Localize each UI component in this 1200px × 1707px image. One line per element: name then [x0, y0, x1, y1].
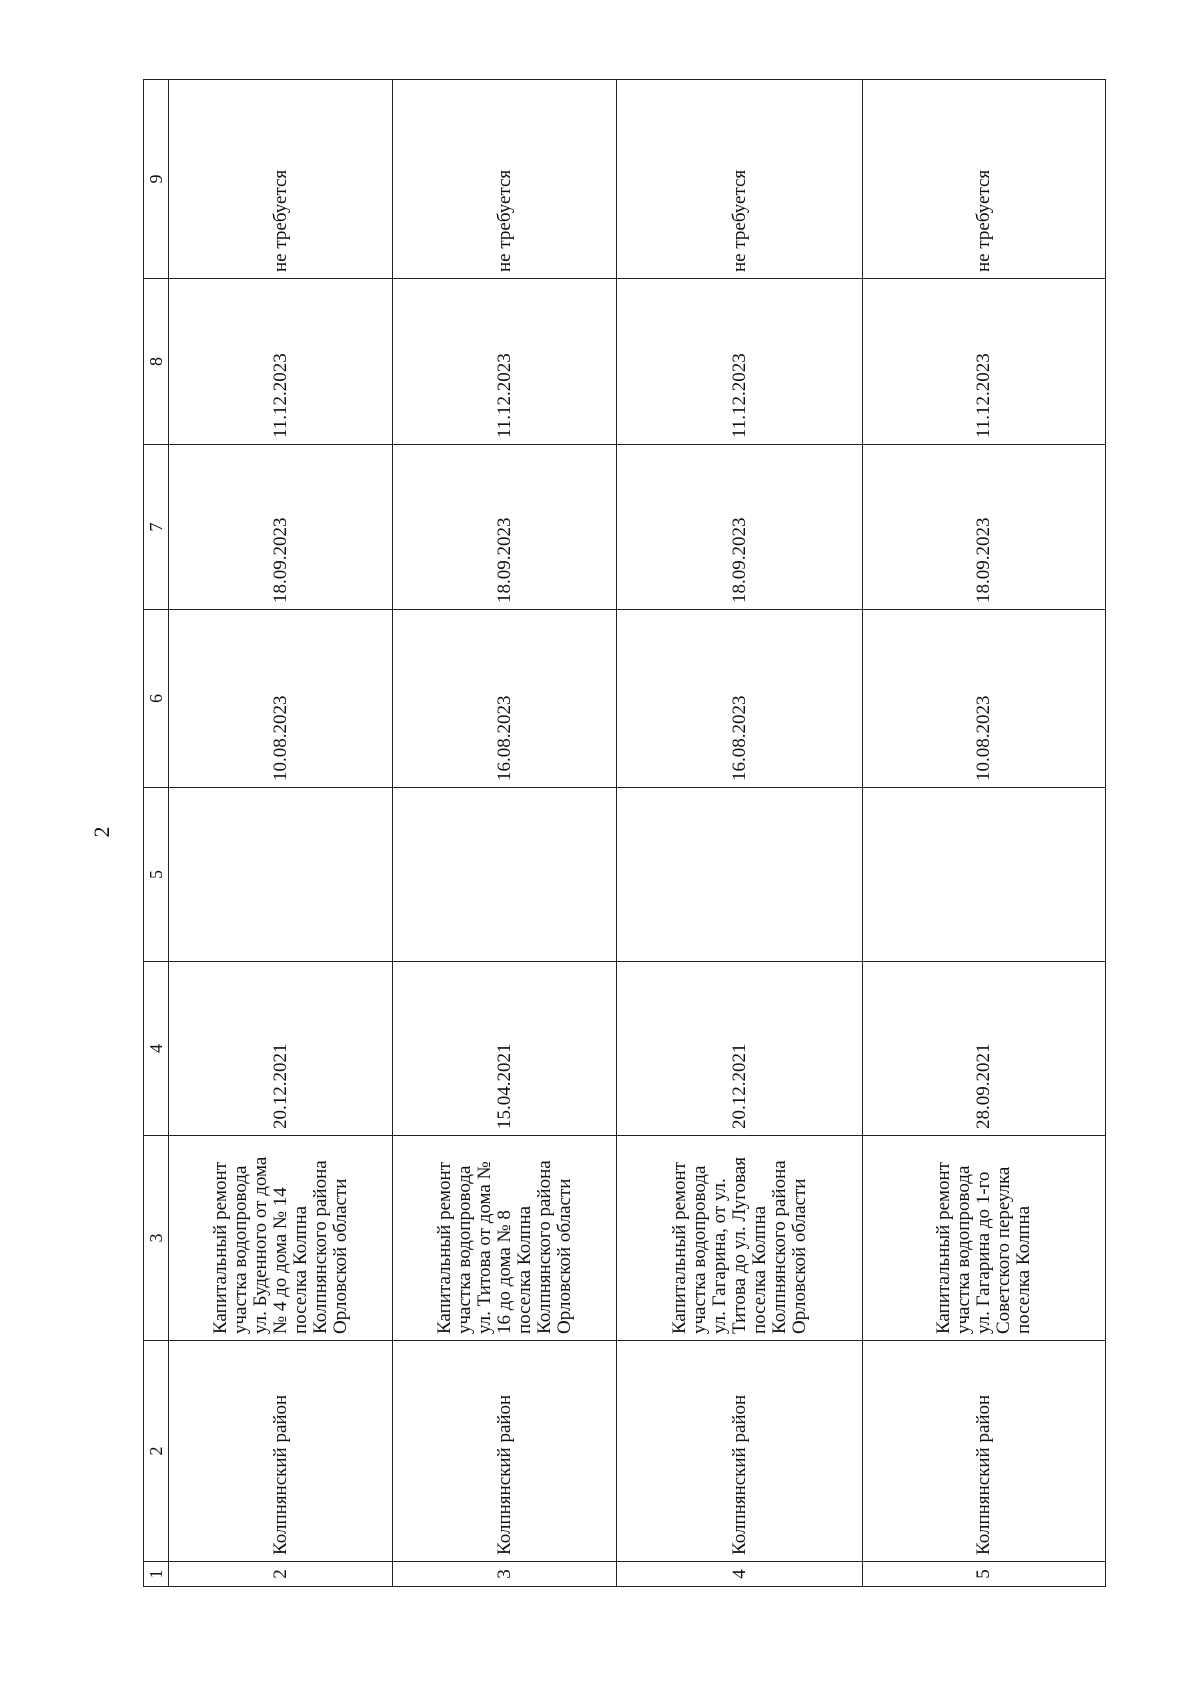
date-cell: 18.09.2023	[393, 445, 617, 610]
row-number: 4	[617, 1562, 863, 1587]
date-cell: 11.12.2023	[863, 279, 1106, 445]
header-cell: 5	[144, 788, 169, 962]
date-cell: 10.08.2023	[169, 610, 393, 788]
object-cell: Капитальный ремонт участка водопровода ул. Титова от дома № 16 до дома № 8 поселка Колпна Колпнянского района Орловской области	[393, 1136, 617, 1341]
date-cell: 11.12.2023	[393, 279, 617, 445]
date-cell: 11.12.2023	[169, 279, 393, 445]
table-row	[393, 80, 617, 1587]
object-cell: Капитальный ремонт участка водопровода ул. Гагарина, от ул. Титова до ул. Луговая поселка Колпна Колпнянского района Орловской области	[617, 1136, 863, 1341]
object-cell: Капитальный ремонт участка водопровода ул. Буденного от дома № 4 до дома № 14 поселка Колпна Колпнянского района Орловской области	[169, 1136, 393, 1341]
date-cell: 28.09.2021	[863, 962, 1106, 1136]
page-number: 2	[89, 826, 114, 838]
header-cell: 8	[144, 279, 169, 445]
status-cell: не требуется	[617, 80, 863, 279]
date-cell: 15.04.2021	[393, 962, 617, 1136]
table-row	[169, 80, 393, 1587]
empty-cell	[617, 788, 863, 962]
row-number: 3	[393, 1562, 617, 1587]
empty-cell	[393, 788, 617, 962]
works-table	[143, 79, 1106, 1587]
district-cell: Колпнянский район	[863, 1341, 1106, 1562]
empty-cell	[863, 788, 1106, 962]
table-container	[143, 80, 1104, 1587]
header-cell: 4	[144, 962, 169, 1136]
header-cell: 9	[144, 80, 169, 279]
row-number: 2	[169, 1562, 393, 1587]
header-cell: 7	[144, 445, 169, 610]
header-cell: 1	[144, 1562, 169, 1587]
header-cell: 6	[144, 610, 169, 788]
header-row	[144, 80, 169, 1587]
date-cell: 20.12.2021	[617, 962, 863, 1136]
district-cell: Колпнянский район	[169, 1341, 393, 1562]
table-row	[863, 80, 1106, 1587]
header-cell: 2	[144, 1341, 169, 1562]
object-cell: Капитальный ремонт участка водопровода ул. Гагарина до 1-го Советского переулка поселка Колпна	[863, 1136, 1106, 1341]
date-cell: 16.08.2023	[393, 610, 617, 788]
date-cell: 18.09.2023	[863, 445, 1106, 610]
table-row	[617, 80, 863, 1587]
date-cell: 11.12.2023	[617, 279, 863, 445]
date-cell: 18.09.2023	[617, 445, 863, 610]
status-cell: не требуется	[393, 80, 617, 279]
district-cell: Колпнянский район	[393, 1341, 617, 1562]
date-cell: 10.08.2023	[863, 610, 1106, 788]
header-cell: 3	[144, 1136, 169, 1341]
row-number: 5	[863, 1562, 1106, 1587]
district-cell: Колпнянский район	[617, 1341, 863, 1562]
status-cell: не требуется	[169, 80, 393, 279]
empty-cell	[169, 788, 393, 962]
status-cell: не требуется	[863, 80, 1106, 279]
date-cell: 18.09.2023	[169, 445, 393, 610]
date-cell: 20.12.2021	[169, 962, 393, 1136]
date-cell: 16.08.2023	[617, 610, 863, 788]
